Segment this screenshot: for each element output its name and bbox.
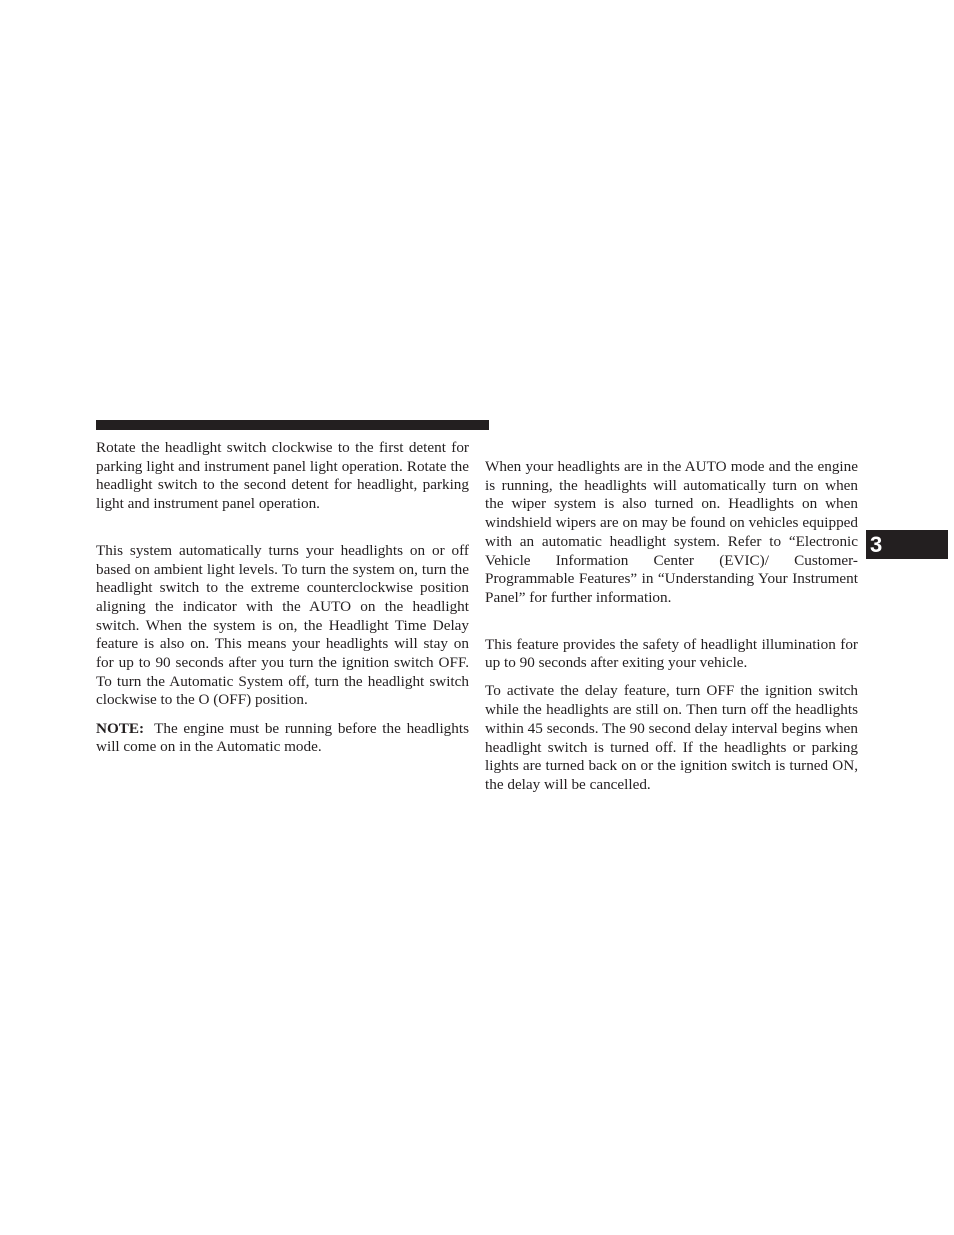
time-delay-activation-paragraph: To activate the delay feature, turn OFF the ignition switch while the headlights are still on. Then turn off the headlights within 45 seconds. The 90 second delay interval begins when headlight switch is turned off. If the headlights or parking lights are turned back on or the ignition switch is turned ON, the delay will be cancelled. [485, 682, 858, 793]
parking-light-paragraph: Rotate the headlight switch clockwise to the first detent for parking light and instrument panel light operation. Rotate the headlight switch to the second detent for headlight, parking light and instrument panel operation. [96, 439, 469, 513]
right-column [485, 458, 858, 795]
time-delay-intro-paragraph: This feature provides the safety of headlight illumination for up to 90 seconds after exiting your vehicle. [485, 635, 858, 672]
chapter-number: 3 [870, 532, 883, 557]
left-column [96, 439, 469, 757]
note-paragraph [96, 720, 469, 757]
automatic-headlights-paragraph: This system automatically turns your headlights on or off based on ambient light levels. To turn the system on, turn the headlight switch to the extreme counterclockwise position aligning the indicator with the AUTO on the headlight switch. When the system is on, the Headlight Time Delay feature is also on. This means your headlights will stay on for up to 90 seconds after you turn the ignition switch OFF. To turn the Automatic System off, turn the headlight switch clockwise to the O (OFF) position. [96, 541, 469, 709]
section-divider-bar [96, 420, 489, 430]
note-text: The engine must be running before the headlights will come on in the Automatic mode. [96, 719, 469, 756]
note-label: NOTE: [96, 719, 145, 737]
chapter-tab [866, 530, 948, 559]
headlights-with-wipers-paragraph: When your headlights are in the AUTO mode and the engine is running, the headlights will automatically turn on when the wiper system is also turned on. Headlights on when windshield wipers are on may be found on vehicles equipped with an automatic headlight system. Refer to “Electronic Vehicle Information Center (EVIC)/ Customer-Programmable Features” in “Understanding Your Instrument Panel” for further information. [485, 458, 858, 606]
